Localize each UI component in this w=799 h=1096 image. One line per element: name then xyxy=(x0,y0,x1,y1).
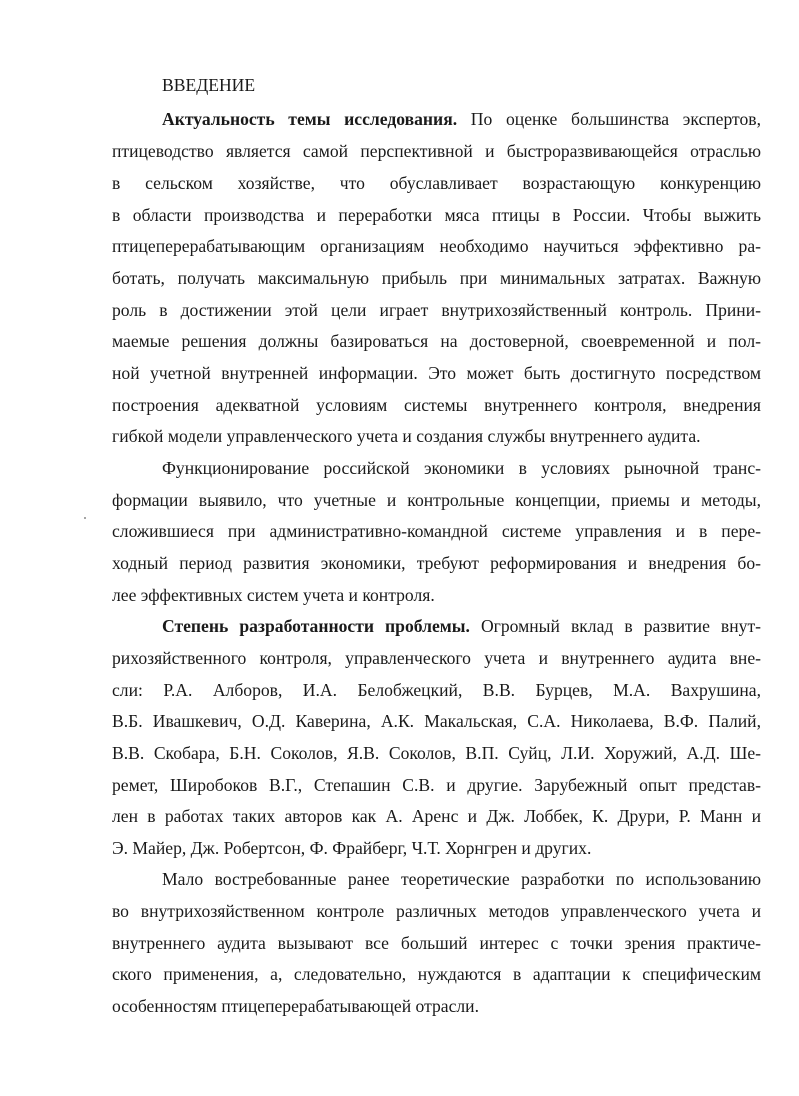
section-heading: ВВЕДЕНИЕ xyxy=(162,75,256,95)
scan-speck xyxy=(84,517,86,519)
paragraph-1-line-1 xyxy=(162,106,761,132)
paragraph-2-line-5: лее эффективных систем учета и контроля. xyxy=(112,585,435,605)
paragraph-2-line-3: сложившиеся при административно-командной системе управления и в пере- xyxy=(112,521,761,541)
paragraph-1-line-9: ной учетной внутренней информации. Это может быть достигнуто посредством xyxy=(112,363,761,383)
paragraph-3-line-7: лен в работах таких авторов как А. Аренс и Дж. Лоббек, К. Друри, Р. Манн и xyxy=(112,806,761,826)
paragraph-1-line-2: птицеводство является самой перспективной и быстроразвивающейся отраслью xyxy=(112,141,761,161)
paragraph-3-line-8: Э. Майер, Дж. Робертсон, Ф. Фрайберг, Ч.Т. Хорнгрен и других. xyxy=(112,838,592,858)
paragraph-3-line-6: ремет, Широбоков В.Г., Степашин С.В. и другие. Зарубежный опыт представ- xyxy=(112,775,761,795)
paragraph-3-line-1 xyxy=(162,613,761,639)
paragraph-2-line-2: формации выявило, что учетные и контрольные концепции, приемы и методы, xyxy=(112,490,761,510)
paragraph-1-line-8: маемые решения должны базироваться на достоверной, своевременной и пол- xyxy=(112,331,761,351)
paragraph-3-line-3: сли: Р.А. Алборов, И.А. Белобжецкий, В.В. Бурцев, М.А. Вахрушина, xyxy=(112,680,761,700)
paragraph-1-lead: Актуальность темы исследования. xyxy=(162,109,458,129)
paragraph-3-line-2: рихозяйственного контроля, управленческого учета и внутреннего аудита вне- xyxy=(112,648,761,668)
paragraph-1-line-5: птицеперерабатывающим организациям необходимо научиться эффективно ра- xyxy=(112,236,761,256)
paragraph-3-line-4: В.Б. Ивашкевич, О.Д. Каверина, А.К. Макальская, С.А. Николаева, В.Ф. Палий, xyxy=(112,711,761,731)
paragraph-1-line-1-text: По оценке большинства экспертов, xyxy=(457,109,761,129)
paragraph-3-lead: Степень разработанности проблемы. xyxy=(162,616,470,636)
paragraph-1-line-6: ботать, получать максимальную прибыль при минимальных затратах. Важную xyxy=(112,268,761,288)
paragraph-2-line-1: Функционирование российской экономики в условиях рыночной транс- xyxy=(162,458,761,478)
paragraph-1-line-11: гибкой модели управленческого учета и создания службы внутреннего аудита. xyxy=(112,426,701,446)
paragraph-2-line-4: ходный период развития экономики, требуют реформирования и внедрения бо- xyxy=(112,553,761,573)
paragraph-1-line-4: в области производства и переработки мяса птицы в России. Чтобы выжить xyxy=(112,205,761,225)
paragraph-3-line-5: В.В. Скобара, Б.Н. Соколов, Я.В. Соколов, В.П. Суйц, Л.И. Хоружий, А.Д. Ше- xyxy=(112,743,761,763)
paragraph-4-line-3: внутреннего аудита вызывают все больший интерес с точки зрения практиче- xyxy=(112,933,761,953)
paragraph-3-line-1-text: Огромный вклад в развитие внут- xyxy=(469,616,761,636)
paragraph-4-line-4: ского применения, а, следовательно, нуждаются в адаптации к специфическим xyxy=(112,964,761,984)
paragraph-1-line-10: построения адекватной условиям системы внутреннего контроля, внедрения xyxy=(112,395,761,415)
paragraph-4-line-5: особенностям птицеперерабатывающей отрасли. xyxy=(112,996,479,1016)
paragraph-1-line-3: в сельском хозяйстве, что обуславливает возрастающую конкуренцию xyxy=(112,173,761,193)
paragraph-4-line-1: Мало востребованные ранее теоретические разработки по использованию xyxy=(162,869,761,889)
paragraph-1-line-7: роль в достижении этой цели играет внутрихозяйственный контроль. Прини- xyxy=(112,300,761,320)
paragraph-4-line-2: во внутрихозяйственном контроле различных методов управленческого учета и xyxy=(112,901,761,921)
